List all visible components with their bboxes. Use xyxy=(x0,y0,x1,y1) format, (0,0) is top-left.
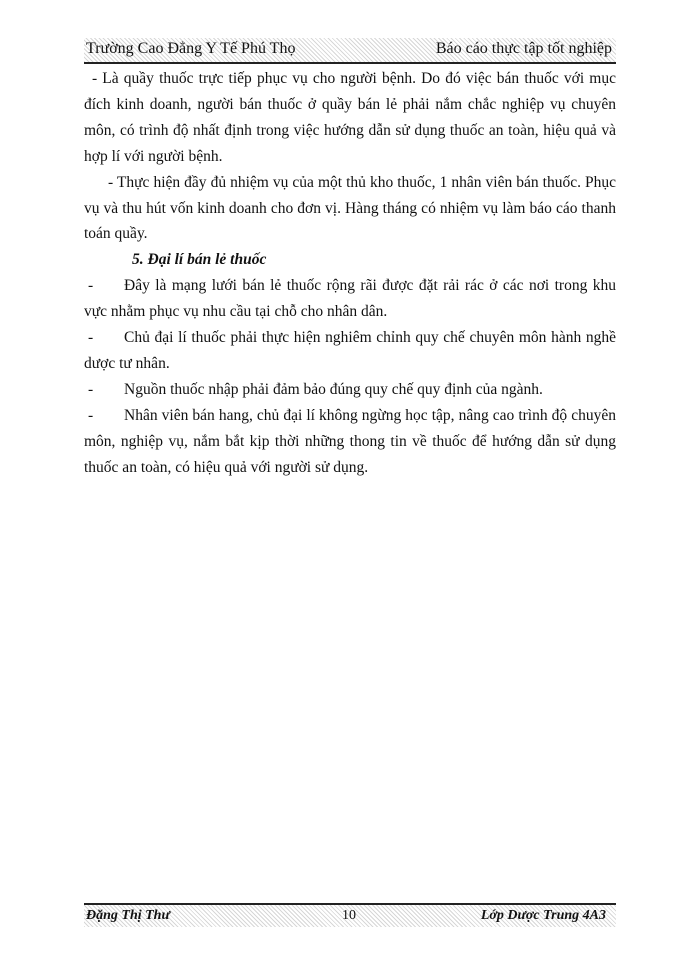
bullet-item xyxy=(84,377,616,403)
bullet-text: Nhân viên bán hang, chủ đại lí không ngừng học tập, nâng cao trình độ chuyên môn, nghiệp vụ, nắm bắt kịp thời những thong tin về thuốc để hướng dẫn sử dụng thuốc an toàn, có hiệu quả với người sử dụng. xyxy=(84,406,616,476)
page-footer xyxy=(84,903,616,927)
bullet-item xyxy=(84,325,616,377)
bullet-item xyxy=(84,403,616,481)
page-body xyxy=(84,66,616,481)
bullet-item xyxy=(84,273,616,325)
bullet-dash: - xyxy=(88,406,94,424)
footer-class: Lớp Dược Trung 4A3 xyxy=(480,908,606,923)
bullet-dash: - xyxy=(88,329,94,347)
bullet-dash: - xyxy=(88,380,94,398)
paragraph-retail-counter: - Là quầy thuốc trực tiếp phục vụ cho người bệnh. Do đó việc bán thuốc với mục đích kinh doanh, người bán thuốc ở quầy bán lẻ phải nắm chắc nghiệp vụ chuyên môn, có trình độ nhất định trong việc hướng dẫn sử dụng thuốc an toàn, hiệu quả và hợp lí với người bệnh. xyxy=(84,70,616,165)
footer-author: Đặng Thị Thư xyxy=(86,908,170,923)
page-header xyxy=(84,38,616,64)
page-number: 10 xyxy=(342,908,356,923)
header-school-name: Trường Cao Đẳng Y Tế Phú Thọ xyxy=(86,40,296,57)
bullet-text: Nguồn thuốc nhập phải đảm bảo đúng quy chế quy định của ngành. xyxy=(124,380,543,398)
header-report-title: Báo cáo thực tập tốt nghiệp xyxy=(435,40,612,57)
bullet-text: Chủ đại lí thuốc phải thực hiện nghiêm chỉnh quy chế chuyên môn hành nghề dược tư nhân. xyxy=(84,329,616,372)
paragraph-storekeeper-duties: - Thực hiện đầy đủ nhiệm vụ của một thủ kho thuốc, 1 nhân viên bán thuốc. Phục vụ và thu hút vốn kinh doanh cho đơn vị. Hàng tháng có nhiệm vụ làm báo cáo thanh toán quầy. xyxy=(84,173,616,243)
bullet-text: Đây là mạng lưới bán lẻ thuốc rộng rãi được đặt rải rác ở các nơi trong khu vực nhằm phục vụ nhu cầu tại chỗ cho nhân dân. xyxy=(84,277,616,321)
section-heading: 5. Đại lí bán lẻ thuốc xyxy=(132,251,267,269)
bullet-dash: - xyxy=(88,277,94,295)
